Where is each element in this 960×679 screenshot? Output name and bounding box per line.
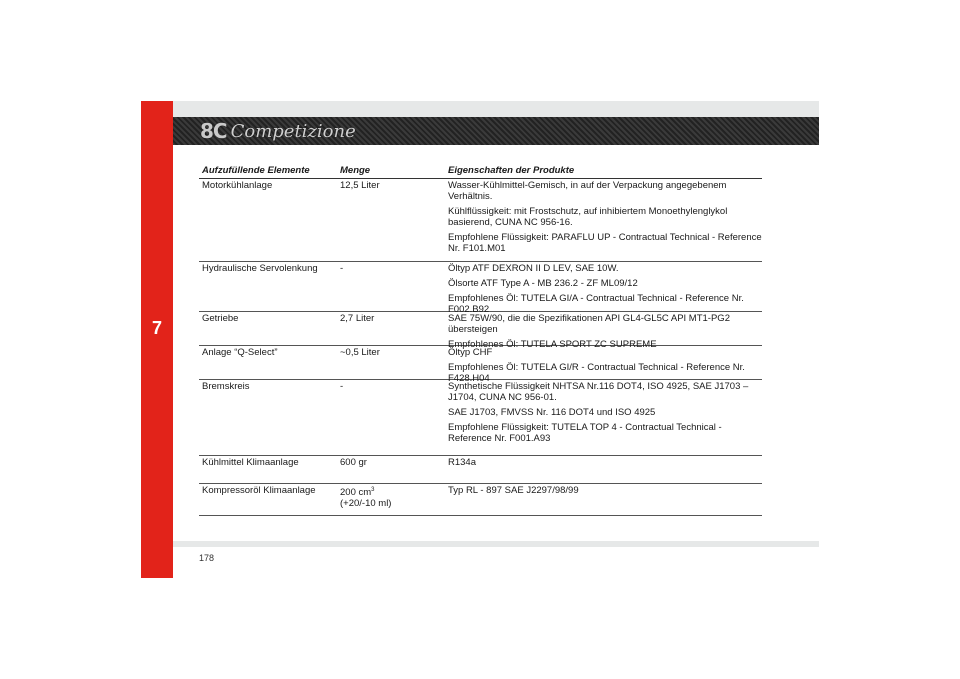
row-properties <box>448 346 762 384</box>
property-line: Wasser-Kühlmittel-Gemisch, in auf der Verpackung angegebenem Verhältnis. <box>448 180 727 202</box>
model-logo <box>200 118 390 144</box>
header-bar <box>173 101 819 117</box>
row-properties <box>448 456 762 483</box>
quantity-superscript: 3 <box>371 487 375 493</box>
row-properties <box>448 179 762 261</box>
header-elements: Aufzufüllende Elemente <box>202 165 310 176</box>
page-number: 178 <box>199 553 215 563</box>
row-element: Kühlmittel Klimaanlage <box>202 457 299 468</box>
table-row <box>199 484 762 516</box>
row-quantity: 600 gr <box>340 457 367 468</box>
row-element: Getriebe <box>202 313 239 324</box>
row-quantity: ~0,5 Liter <box>340 347 380 358</box>
property-line: SAE 75W/90, die die Spezifikationen API GL4-GL5C API MT1-PG2 übersteigen <box>448 313 730 335</box>
property-line: SAE J1703, FMVSS Nr. 116 DOT4 und ISO 4925 <box>448 407 656 418</box>
chapter-tab <box>141 101 173 578</box>
row-element: Motorkühlanlage <box>202 180 273 191</box>
header-quantity: Menge <box>340 165 371 176</box>
row-quantity: 12,5 Liter <box>340 180 380 191</box>
row-quantity: - <box>340 381 344 392</box>
property-line: Empfohlene Flüssigkeit: TUTELA TOP 4 - Contractual Technical - Reference Nr. F001.A93 <box>448 422 722 444</box>
property-line: R134a <box>448 457 476 468</box>
chapter-number: 7 <box>151 318 162 338</box>
property-line: Synthetische Flüssigkeit NHTSA Nr.116 DOT4, ISO 4925, SAE J1703 – J1704, CUNA NC 956-01. <box>448 381 749 403</box>
logo-script: Competizione <box>230 120 356 142</box>
property-line: Empfohlene Flüssigkeit: PARAFLU UP - Contractual Technical - Reference Nr. F101.M01 <box>448 232 762 254</box>
row-properties <box>448 312 762 350</box>
table-row <box>199 456 762 484</box>
row-properties <box>448 380 762 455</box>
property-line: Kühlflüssigkeit: mit Frostschutz, auf inhibiertem Monoethylenglykol basierend, CUNA NC 956-16. <box>448 206 728 228</box>
table-row <box>199 380 762 456</box>
fluids-table <box>199 164 762 516</box>
row-quantity: 2,7 Liter <box>340 313 375 324</box>
table-row <box>199 262 762 315</box>
row-quantity: - <box>340 263 344 274</box>
table-row <box>199 312 762 350</box>
property-line: Empfohlenes Öl: TUTELA GI/R - Contractual Technical - Reference Nr. F428.H04 <box>448 362 745 384</box>
logo-model: 8C <box>200 119 227 143</box>
property-line: Empfohlenes Öl: TUTELA GI/A - Contractual Technical - Reference Nr. F002.B92 <box>448 293 744 315</box>
property-line: Ölsorte ATF Type A - MB 236.2 - ZF ML09/12 <box>448 278 638 289</box>
quantity-tolerance: (+20/-10 ml) <box>340 498 392 510</box>
row-element: Kompressoröl Klimaanlage <box>202 485 316 496</box>
quantity-value: 200 cm <box>340 487 372 499</box>
header-properties: Eigenschaften der Produkte <box>448 165 575 176</box>
row-element: Anlage “Q-Select” <box>202 347 278 358</box>
footer-bar <box>173 541 819 547</box>
row-element: Hydraulische Servolenkung <box>202 263 318 274</box>
row-properties <box>448 262 762 315</box>
row-properties <box>448 484 762 515</box>
table-row <box>199 346 762 384</box>
table-header-row <box>199 164 762 179</box>
property-line: Öltyp CHF <box>448 347 493 358</box>
table-row <box>199 179 762 262</box>
property-line: Öltyp ATF DEXRON II D LEV, SAE 10W. <box>448 263 619 274</box>
row-quantity <box>340 484 448 515</box>
property-line: Typ RL - 897 SAE J2297/98/99 <box>448 485 579 496</box>
row-element: Bremskreis <box>202 381 250 392</box>
property-line: Empfohlenes Öl: TUTELA SPORT ZC SUPREME <box>448 339 657 350</box>
